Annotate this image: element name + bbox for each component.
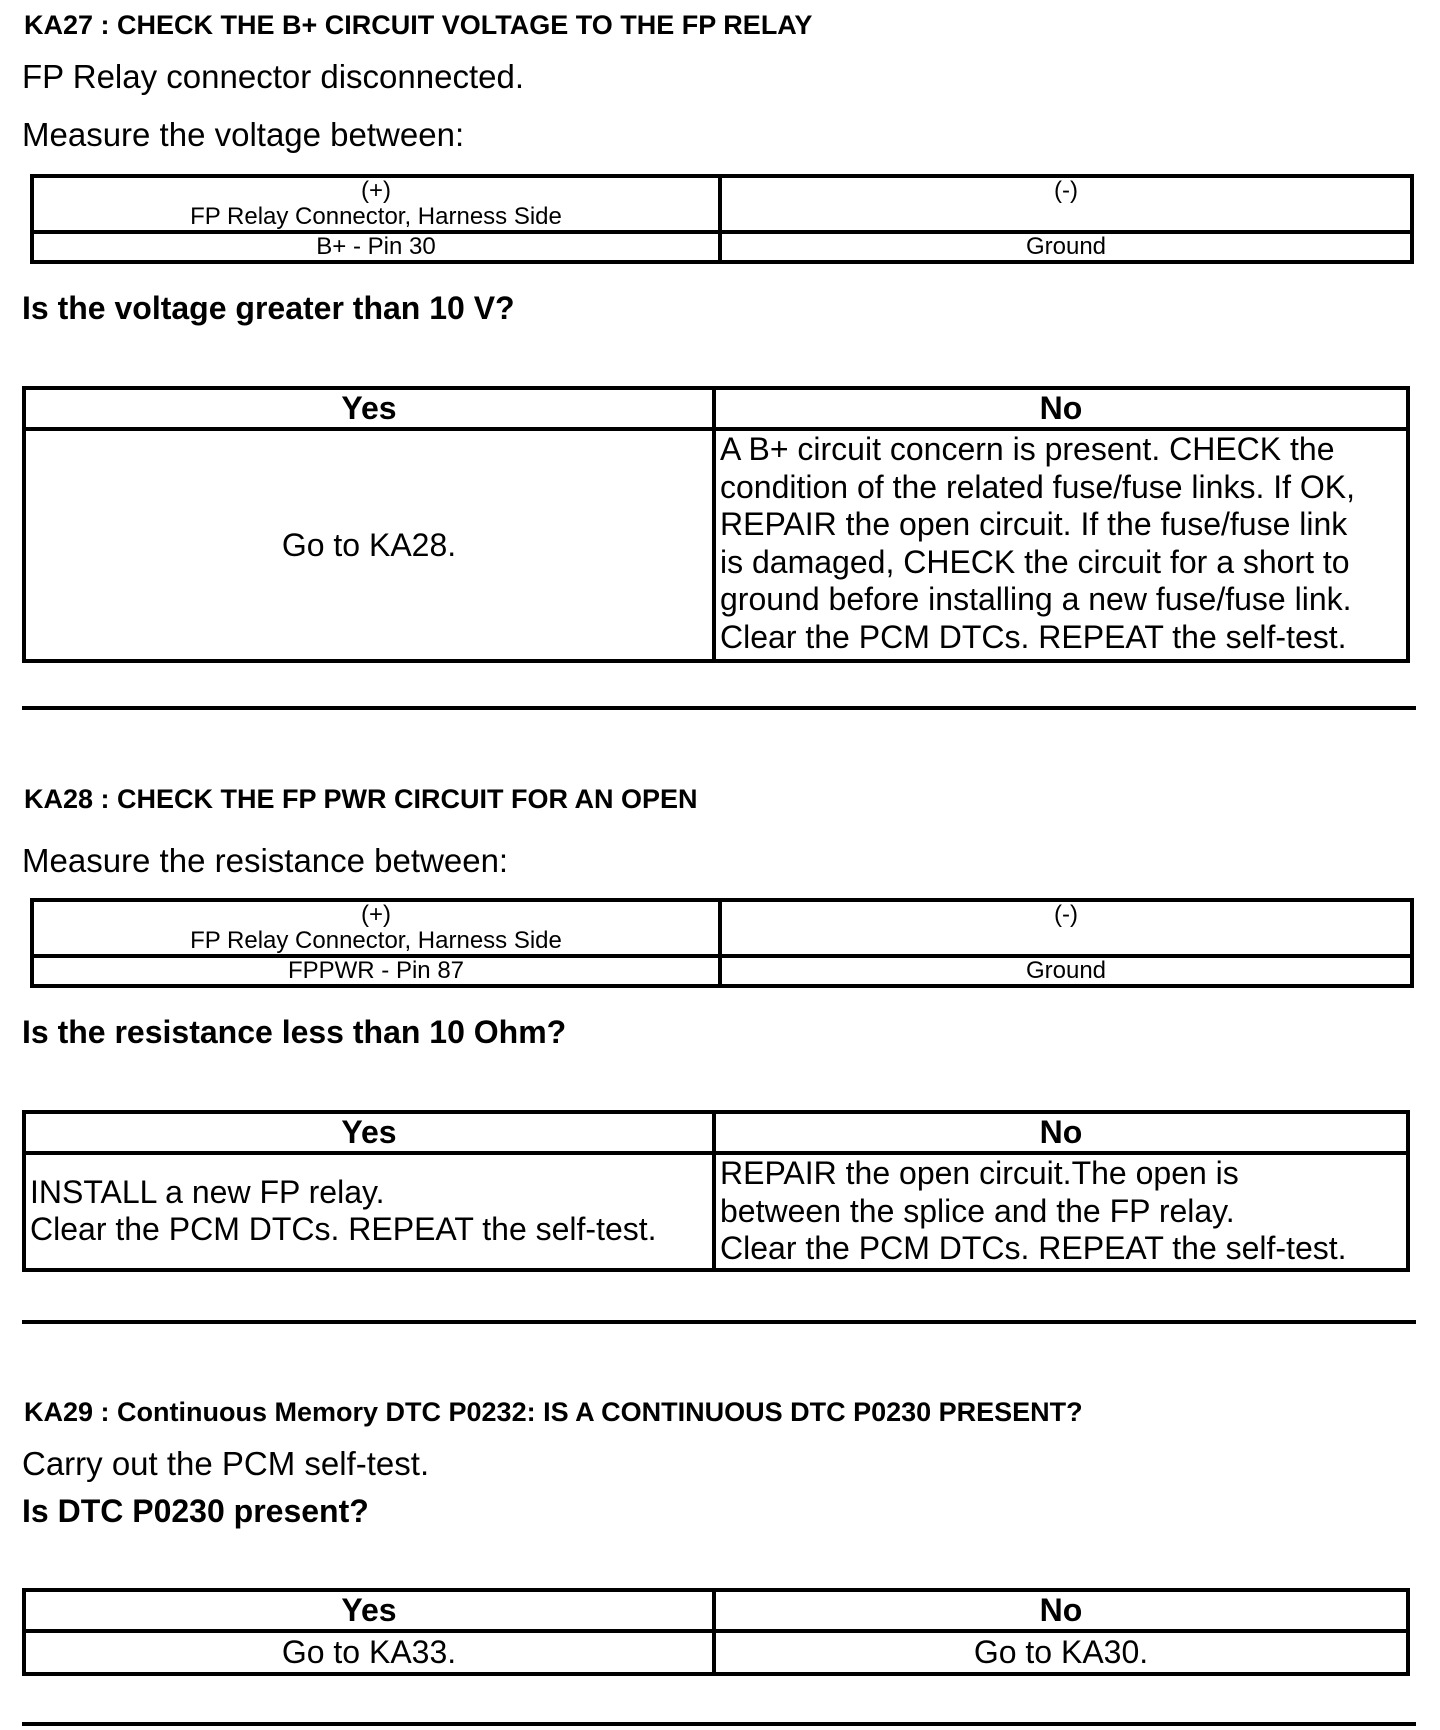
ka28-no-header: No xyxy=(714,1112,1408,1153)
section-divider xyxy=(22,1722,1416,1726)
ka28-no-cell xyxy=(714,1153,1408,1270)
ka28-yes-header: Yes xyxy=(24,1112,714,1153)
section-divider xyxy=(22,706,1416,710)
ka28-plus-header: (+) xyxy=(361,901,391,928)
ka28-plus-value: FPPWR - Pin 87 xyxy=(32,956,720,986)
ka27-plus-subheader: FP Relay Connector, Harness Side xyxy=(190,203,562,230)
ka28-yes-cell xyxy=(24,1153,714,1270)
ka27-plus-header: (+) xyxy=(361,177,391,204)
ka27-yes-text: Go to KA28. xyxy=(24,429,714,661)
ka27-yes-header: Yes xyxy=(24,388,714,429)
ka28-no-line: Clear the PCM DTCs. REPEAT the self-test. xyxy=(720,1230,1347,1266)
ka27-minus-header: (-) xyxy=(1054,177,1078,204)
ka27-no-line: A B+ circuit concern is present. CHECK the xyxy=(720,431,1335,467)
ka28-plus-subheader: FP Relay Connector, Harness Side xyxy=(190,927,562,954)
ka29-title: KA29 : Continuous Memory DTC P0232: IS A CONTINUOUS DTC P0230 PRESENT? xyxy=(24,1397,1083,1427)
ka27-condition: FP Relay connector disconnected. xyxy=(22,58,525,95)
ka29-yes-text: Go to KA33. xyxy=(24,1631,714,1674)
ka29-yes-header: Yes xyxy=(24,1590,714,1631)
ka27-minus-header-cell xyxy=(720,176,1412,232)
ka27-no-line: is damaged, CHECK the circuit for a short to xyxy=(720,543,1350,580)
ka27-plus-value: B+ - Pin 30 xyxy=(32,232,720,262)
ka28-minus-value: Ground xyxy=(720,956,1412,986)
ka27-no-cell xyxy=(714,429,1408,661)
ka27-no-line: REPAIR the open circuit. If the fuse/fuse link xyxy=(720,506,1348,542)
ka28-minus-header: (-) xyxy=(1054,901,1078,928)
ka28-no-line: REPAIR the open circuit.The open is xyxy=(720,1155,1239,1191)
ka29-result-table xyxy=(22,1588,1410,1676)
ka28-result-table xyxy=(22,1110,1410,1272)
ka27-no-line: Clear the PCM DTCs. REPEAT the self-test. xyxy=(720,618,1347,655)
ka28-yes-line: Clear the PCM DTCs. REPEAT the self-test. xyxy=(30,1211,657,1248)
ka29-no-header: No xyxy=(714,1590,1408,1631)
ka27-plus-header-cell xyxy=(32,176,720,232)
ka28-measure-table xyxy=(30,898,1414,988)
section-divider xyxy=(22,1320,1416,1324)
ka27-title: KA27 : CHECK THE B+ CIRCUIT VOLTAGE TO THE FP RELAY xyxy=(24,10,813,40)
ka28-minus-header-cell xyxy=(720,900,1412,956)
ka29-instruction: Carry out the PCM self-test. xyxy=(22,1445,430,1482)
ka27-result-table xyxy=(22,386,1410,663)
ka27-no-header: No xyxy=(714,388,1408,429)
ka29-question: Is DTC P0230 present? xyxy=(22,1493,369,1529)
ka27-instruction: Measure the voltage between: xyxy=(22,116,465,153)
ka28-title: KA28 : CHECK THE FP PWR CIRCUIT FOR AN OPEN xyxy=(24,784,698,814)
ka27-measure-table xyxy=(30,174,1414,264)
ka27-minus-value: Ground xyxy=(720,232,1412,262)
ka28-plus-header-cell xyxy=(32,900,720,956)
ka28-question: Is the resistance less than 10 Ohm? xyxy=(22,1014,567,1050)
ka28-yes-line: INSTALL a new FP relay. xyxy=(30,1174,385,1211)
ka27-no-line: condition of the related fuse/fuse links. If OK, xyxy=(720,468,1356,505)
ka28-instruction: Measure the resistance between: xyxy=(22,842,509,879)
ka29-no-text: Go to KA30. xyxy=(714,1631,1408,1674)
ka27-no-line: ground before installing a new fuse/fuse link. xyxy=(720,581,1352,617)
ka28-no-line: between the splice and the FP relay. xyxy=(720,1192,1235,1229)
ka27-question: Is the voltage greater than 10 V? xyxy=(22,290,515,326)
